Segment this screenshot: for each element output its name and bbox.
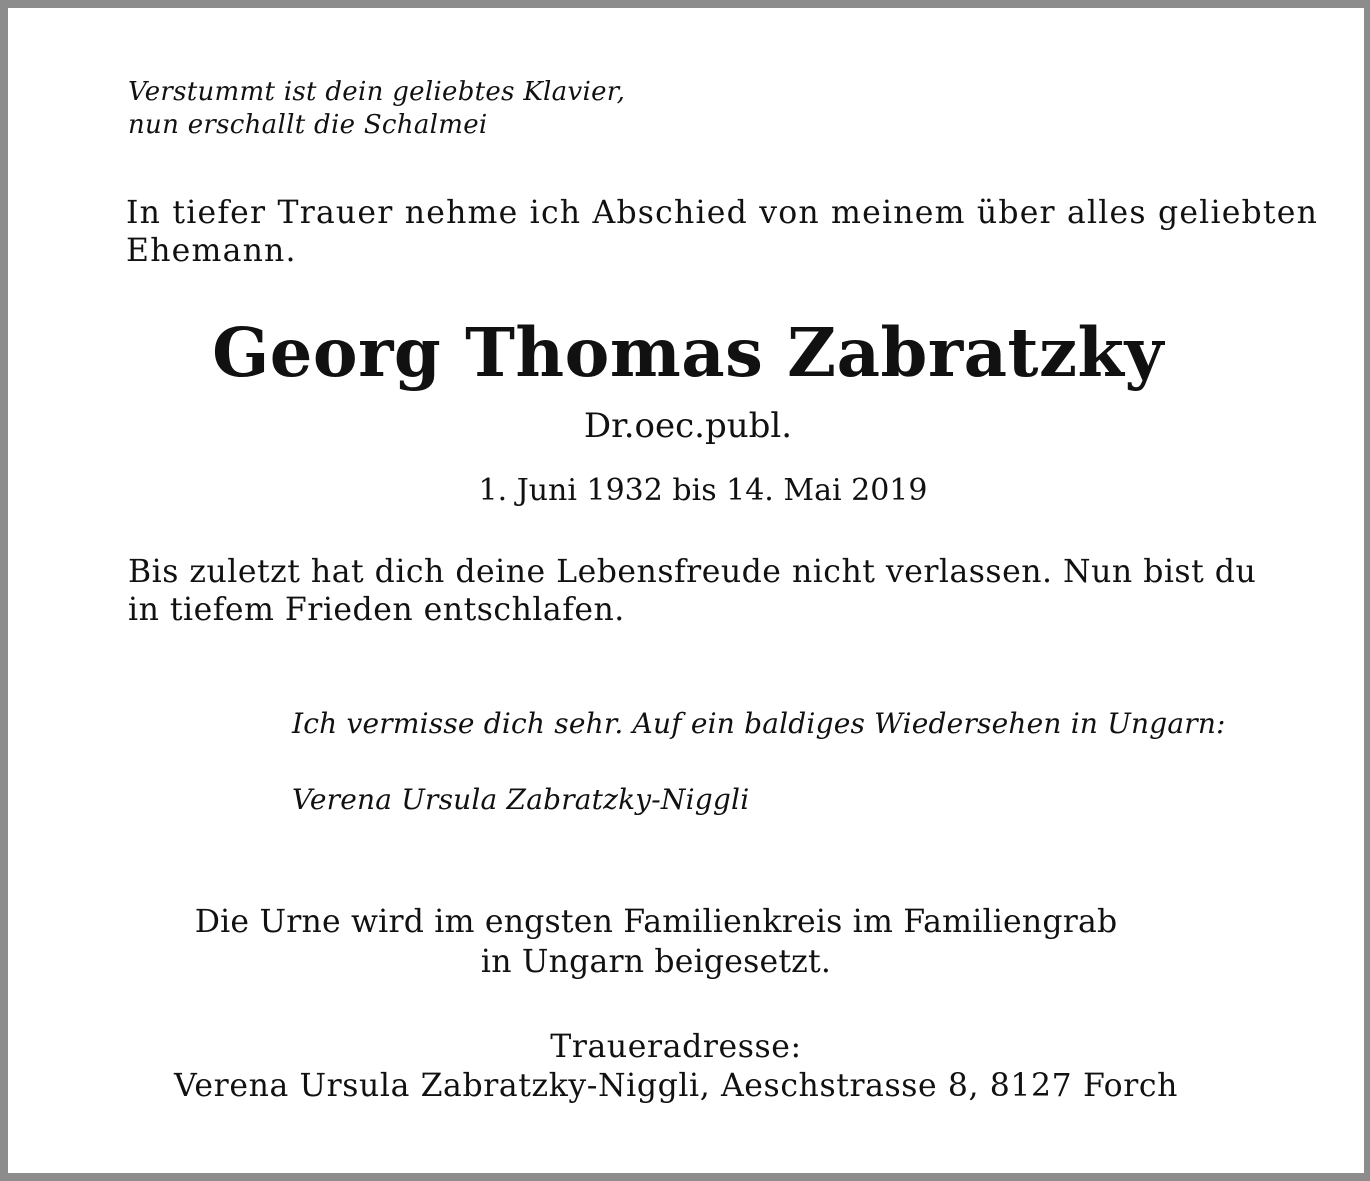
intro-line: Ehemann.: [126, 233, 297, 269]
intro-text: [126, 194, 1318, 270]
life-dates: 1. Juni 1932 bis 14. Mai 2019: [478, 473, 928, 508]
mourner-signature: Verena Ursula Zabratzky-Niggli: [292, 783, 750, 816]
address-text: Verena Ursula Zabratzky-Niggli, Aeschstrasse 8, 8127 Forch: [173, 1068, 1179, 1104]
burial-note: [8, 902, 1304, 982]
academic-degree: Dr.oec.publ.: [583, 406, 793, 446]
deceased-name: Georg Thomas Zabratzky: [212, 313, 1164, 392]
burial-line: in Ungarn beigesetzt.: [480, 944, 832, 980]
address-label: Traueradresse:: [550, 1029, 802, 1065]
tribute-line: Bis zuletzt hat dich deine Lebensfreude nicht verlassen. Nun bist du: [128, 554, 1257, 590]
tribute-line: in tiefem Frieden entschlafen.: [128, 592, 625, 628]
motto-verse: [128, 76, 625, 142]
intro-line: In tiefer Trauer nehme ich Abschied von meinem über alles geliebten: [126, 195, 1319, 231]
farewell-text: Ich vermisse dich sehr. Auf ein baldiges Wiedersehen in Ungarn:: [292, 707, 1226, 740]
motto-line: nun erschallt die Schalmei: [128, 110, 488, 140]
tribute-paragraph: [128, 553, 1256, 629]
motto-line: Verstummt ist dein geliebtes Klavier,: [128, 77, 626, 107]
mourning-address: [8, 1028, 1344, 1106]
burial-line: Die Urne wird im engsten Familienkreis im Familiengrab: [194, 904, 1118, 940]
